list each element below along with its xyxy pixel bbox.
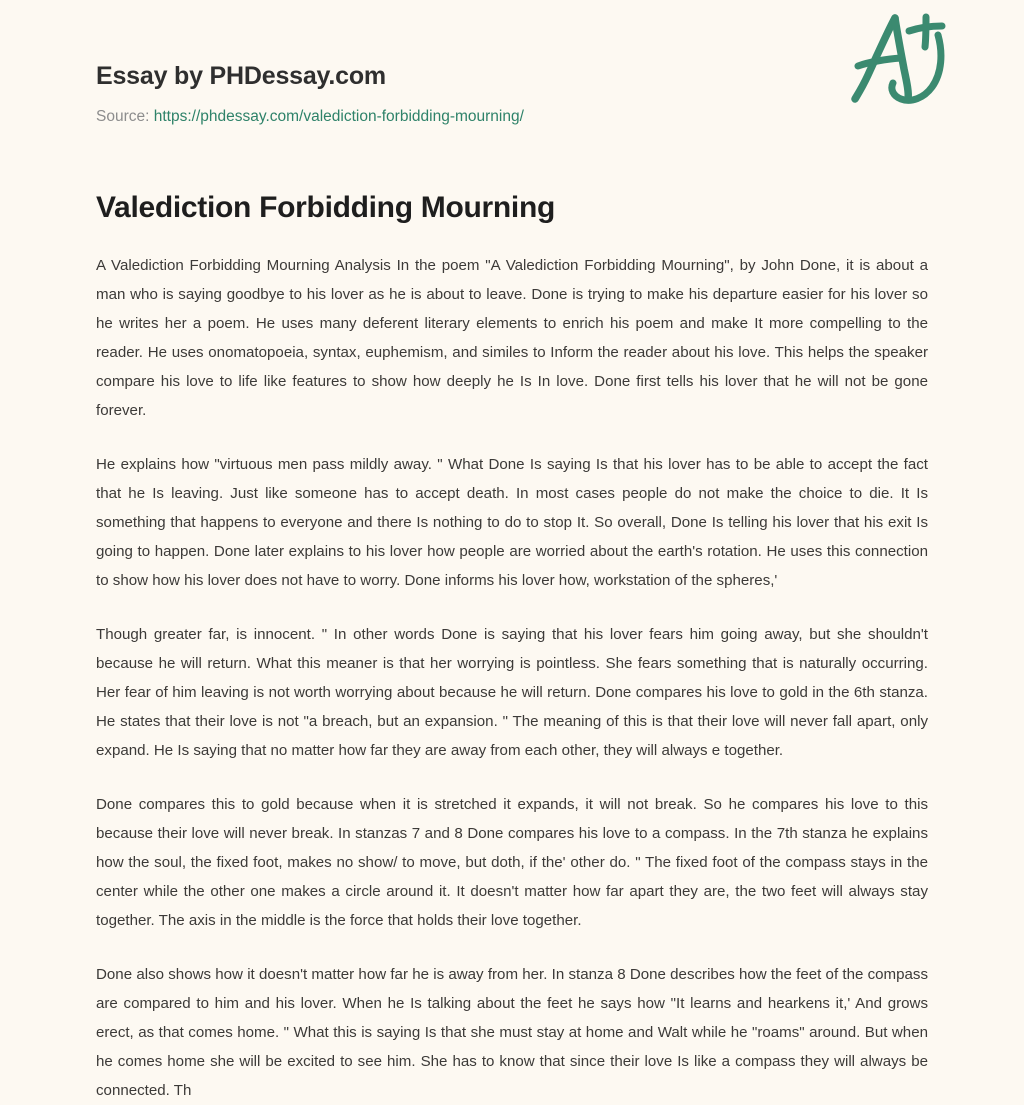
essay-paragraph: Done compares this to gold because when it is stretched it expands, it will not break. So he compares his love to this because their love will never break. In stanzas 7 and 8 Done compares his love to a compass. In the 7th stanza he explains how the soul, the fixed foot, makes no show/ to move, but doth, if the' other do. " The fixed foot of the compass stays in the center while the other one makes a circle around it. It doesn't matter how far apart they are, the two feet will always stay together. The axis in the middle is the force that holds their love together. — [96, 796, 928, 930]
essay-paragraph: Though greater far, is innocent. " In other words Done is saying that his lover fears him going away, but she shouldn't because he will return. What this meaner is that her worrying is pointless. She fears something that is naturally occurring. Her fear of him leaving is not worth worrying about because he will return. Done compares his love to gold in the 6th stanza. He states that their love is not "a breach, but an expansion. " The meaning of this is that their love will never fall apart, only expand. He Is saying that no matter how far they are away from each other, they will always e together. — [96, 626, 928, 760]
essay-paragraph: Done also shows how it doesn't matter how far he is away from her. In stanza 8 Done describes how the feet of the compass are compared to him and his lover. When he Is talking about the feet he says how "It learns and hearkens it,' And grows erect, as that comes home. " What this is saying Is that she must stay at home and Walt while he "roams" around. But when he comes home she will be excited to see him. She has to know that since their love Is like a compass they will always be connected. Th — [96, 966, 928, 1100]
page-header — [96, 0, 928, 126]
page-title: Valediction Forbidding Mourning — [96, 191, 555, 225]
essay-body — [96, 251, 928, 1105]
essay-paragraph: He explains how "virtuous men pass mildly away. " What Done Is saying Is that his lover has to be able to accept the fact that he Is leaving. Just like someone has to accept death. In most cases people do not make the choice to die. It Is something that happens to everyone and there Is nothing to do to stop It. So overall, Done Is telling his lover that his exit Is going to happen. Done later explains to his lover how people are worried about the earth's rotation. He uses this connection to show how his lover does not have to worry. Done informs his lover how, workstation of the spheres,' — [96, 456, 928, 590]
source-url-link[interactable]: https://phdessay.com/valediction-forbidding-mourning/ — [153, 107, 524, 125]
essay-paragraph: A Valediction Forbidding Mourning Analysis In the poem "A Valediction Forbidding Mourning", by John Done, it is about a man who is saying goodbye to his lover as he is about to leave. Done is trying to make his departure easier for his lover so he writes her a poem. He uses many deferent literary elements to enrich his poem and make It more compelling to the reader. He uses onomatopoeia, syntax, euphemism, and similes to Inform the reader about his love. This helps the speaker compare his love to life like features to show how deeply he Is In love. Done first tells his lover that he will not be gone forever. — [96, 257, 928, 420]
source-line — [96, 108, 928, 127]
aplus-logo-icon — [838, 5, 958, 110]
source-label: Source: — [96, 107, 150, 125]
brand-title: Essay by PHDessay.com — [96, 62, 386, 90]
